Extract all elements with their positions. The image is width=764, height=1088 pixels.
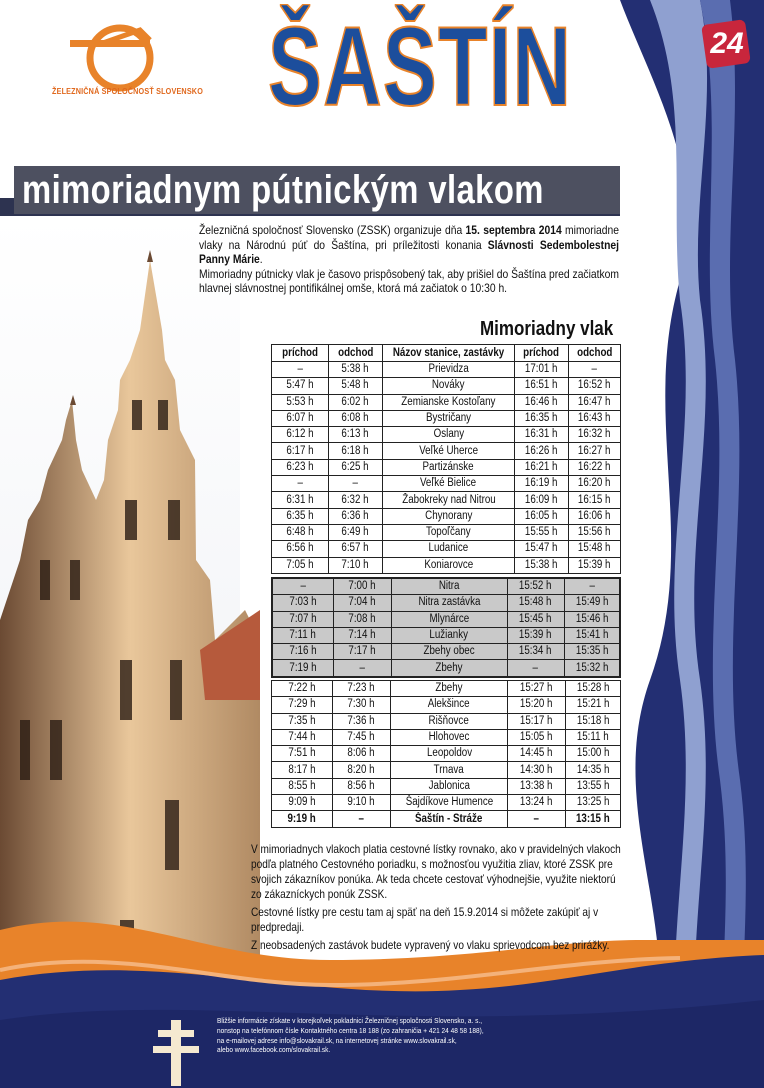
- station-cell: Nitra zastávka: [418, 596, 481, 609]
- arrival-return-cell: 16:19 h: [525, 477, 558, 490]
- table-row: [272, 394, 621, 410]
- station-cell: Lužianky: [429, 629, 469, 642]
- table-row: [272, 811, 621, 827]
- station-cell: Koniarovce: [424, 558, 473, 571]
- arrival-return-cell: 15:20 h: [520, 698, 553, 711]
- timetable-section-2: [271, 577, 621, 678]
- departure-return-cell: 15:41 h: [575, 629, 609, 642]
- table-row: [272, 410, 621, 426]
- footer-line: alebo www.facebook.com/slovakrail.sk.: [217, 1045, 331, 1055]
- arrival-cell: 6:56 h: [286, 542, 314, 555]
- arrival-return-cell: 16:05 h: [525, 509, 558, 522]
- arrival-return-cell: 15:27 h: [520, 682, 553, 695]
- arrival-cell: 6:23 h: [286, 460, 314, 473]
- arrival-cell: 8:17 h: [288, 763, 316, 776]
- arrival-cell: 6:12 h: [286, 428, 314, 441]
- header-arrival: príchod: [281, 346, 318, 359]
- table-row: [272, 524, 621, 540]
- departure-cell: 6:32 h: [341, 493, 369, 506]
- station-cell: Šaštín - Stráže: [415, 812, 483, 825]
- departure-cell: 8:06 h: [347, 747, 375, 760]
- arrival-return-cell: 14:30 h: [520, 763, 553, 776]
- departure-return-cell: 15:46 h: [575, 612, 609, 625]
- arrival-cell: 7:51 h: [288, 747, 316, 760]
- arrival-return-cell: –: [532, 661, 539, 674]
- departure-cell: 7:36 h: [347, 714, 375, 727]
- station-cell: Žabokreky nad Nitrou: [401, 493, 496, 506]
- arrival-return-cell: 16:26 h: [525, 444, 558, 457]
- departure-return-cell: 16:06 h: [578, 509, 611, 522]
- arrival-cell: 9:09 h: [288, 796, 316, 809]
- arrival-return-cell: 16:35 h: [525, 412, 558, 425]
- company-name: ŽELEZNIČNÁ SPOLOČNOSŤ SLOVENSKO: [52, 86, 203, 96]
- arrival-return-cell: 14:45 h: [520, 747, 553, 760]
- arrival-cell: 9:19 h: [287, 812, 317, 825]
- arrival-cell: 5:47 h: [286, 379, 314, 392]
- departure-cell: 6:13 h: [341, 428, 369, 441]
- arrival-return-cell: 17:01 h: [525, 363, 558, 376]
- station-cell: Zbehy: [435, 682, 463, 695]
- arrival-cell: 7:22 h: [288, 682, 316, 695]
- departure-cell: 7:14 h: [348, 629, 376, 642]
- header-departure: odchod: [337, 346, 373, 359]
- station-cell: Alekšince: [428, 698, 471, 711]
- table-row: [272, 611, 620, 627]
- departure-cell: 8:20 h: [347, 763, 375, 776]
- info-paragraph: Cestovné lístky pre cestu tam aj späť na deň 15.9.2014 si môžete zakúpiť aj v predpredaji.: [251, 905, 599, 934]
- table-row: [272, 459, 621, 475]
- departure-cell: 7:08 h: [348, 612, 376, 625]
- arrival-return-cell: 15:45 h: [519, 612, 552, 625]
- table-row: [272, 795, 621, 811]
- header-departure-return: odchod: [576, 346, 613, 359]
- timetable-title: Mimoriadny vlak: [480, 318, 614, 340]
- table-row: [272, 557, 621, 573]
- departure-return-cell: 16:20 h: [578, 477, 611, 490]
- arrival-cell: 7:07 h: [289, 612, 317, 625]
- arrival-cell: –: [297, 477, 303, 490]
- footer-line: na e-mailovej adrese info@slovakrail.sk, na internetovej stránke www.slovakrail.sk,: [217, 1035, 457, 1045]
- info-paragraph: V mimoriadnych vlakoch platia cestovné lístky rovnako, ako v pravidelných vlakoch podľa platného Cestovného poriadku, s možnosťou využitia zliav, ktoré ZSSK pre svojich zákazníkov ponúka. Ak teda chcete cestovať výhodnejšie, využite niektorú zo zákazníckych ponúk ZSSK.: [251, 842, 621, 901]
- arrival-cell: 7:16 h: [289, 645, 317, 658]
- table-row: [272, 681, 621, 697]
- station-cell: Hlohovec: [428, 731, 470, 744]
- departure-cell: 5:48 h: [341, 379, 369, 392]
- arrival-return-cell: 15:38 h: [525, 558, 558, 571]
- departure-cell: –: [358, 812, 365, 825]
- arrival-return-cell: 16:21 h: [525, 460, 558, 473]
- departure-cell: 6:02 h: [341, 395, 369, 408]
- station-cell: Zbehy: [435, 661, 463, 674]
- departure-return-cell: 16:52 h: [578, 379, 611, 392]
- departure-cell: 5:38 h: [341, 363, 369, 376]
- station-cell: Nováky: [432, 379, 465, 392]
- station-cell: Partizánske: [422, 460, 475, 473]
- table-row: [272, 427, 621, 443]
- table-row: [272, 713, 621, 729]
- departure-cell: 6:49 h: [341, 526, 369, 539]
- station-cell: Oslany: [433, 428, 464, 441]
- station-cell: Zbehy obec: [423, 645, 475, 658]
- header-arrival-return: príchod: [523, 346, 560, 359]
- arrival-cell: 6:07 h: [286, 412, 314, 425]
- departure-return-cell: 13:55 h: [576, 779, 610, 792]
- station-cell: Topoľčany: [426, 526, 471, 539]
- arrival-return-cell: 16:31 h: [525, 428, 558, 441]
- departure-cell: 7:04 h: [348, 596, 376, 609]
- arrival-return-cell: 13:38 h: [520, 779, 553, 792]
- departure-return-cell: 16:22 h: [578, 460, 611, 473]
- arrival-return-cell: 15:17 h: [520, 714, 553, 727]
- station-cell: Prievidza: [428, 363, 469, 376]
- departure-return-cell: 16:15 h: [578, 493, 611, 506]
- departure-cell: 6:18 h: [341, 444, 369, 457]
- departure-cell: 9:10 h: [347, 796, 375, 809]
- table-row: [272, 697, 621, 713]
- station-cell: Veľké Uherce: [419, 444, 478, 457]
- station-cell: Šajdíkove Humence: [405, 796, 493, 809]
- table-row: [272, 729, 621, 745]
- header-station: Názov stanice, zastávky: [392, 346, 505, 359]
- table-row: [272, 541, 621, 557]
- table-row: [272, 595, 620, 611]
- station-cell: Leopoldov: [426, 747, 472, 760]
- departure-cell: 7:45 h: [347, 731, 375, 744]
- page-title: ŠAŠTÍN: [268, 4, 573, 129]
- arrival-cell: 5:53 h: [286, 395, 314, 408]
- arrival-return-cell: 15:48 h: [519, 596, 552, 609]
- table-row: [272, 476, 621, 492]
- arrival-return-cell: 15:52 h: [519, 580, 552, 593]
- departure-cell: 7:30 h: [347, 698, 375, 711]
- arrival-cell: 7:11 h: [289, 629, 317, 642]
- arrival-return-cell: 15:39 h: [519, 629, 552, 642]
- arrival-cell: 8:55 h: [288, 779, 316, 792]
- table-row: [272, 627, 620, 643]
- departure-return-cell: 16:27 h: [578, 444, 611, 457]
- station-cell: Mlynárce: [429, 612, 469, 625]
- departure-cell: –: [359, 661, 365, 674]
- departure-return-cell: 15:00 h: [576, 747, 610, 760]
- ticket-info: [251, 842, 623, 956]
- arrival-cell: 6:31 h: [286, 493, 314, 506]
- arrival-cell: 6:35 h: [286, 509, 314, 522]
- arrival-return-cell: 16:51 h: [525, 379, 558, 392]
- departure-return-cell: –: [591, 363, 598, 376]
- arrival-cell: 7:03 h: [289, 596, 317, 609]
- departure-return-cell: 15:48 h: [578, 542, 611, 555]
- arrival-cell: –: [300, 580, 306, 593]
- departure-return-cell: 15:28 h: [576, 682, 610, 695]
- table-row: [272, 778, 621, 794]
- station-cell: Ludanice: [428, 542, 469, 555]
- page-subtitle: mimoriadnym pútnickým vlakom: [22, 168, 544, 212]
- departure-return-cell: 15:35 h: [575, 645, 609, 658]
- station-cell: Jablonica: [428, 779, 470, 792]
- arrival-cell: 6:17 h: [286, 444, 314, 457]
- departure-return-cell: 16:47 h: [578, 395, 611, 408]
- arrival-cell: 6:48 h: [286, 526, 314, 539]
- station-cell: Trnava: [434, 763, 465, 776]
- departure-return-cell: 15:49 h: [575, 596, 609, 609]
- arrival-return-cell: –: [533, 812, 540, 825]
- table-row: [272, 362, 621, 378]
- departure-return-cell: 13:15 h: [575, 812, 610, 825]
- table-row: [272, 660, 620, 677]
- arrival-return-cell: 15:34 h: [519, 645, 552, 658]
- timetable-section-3: [271, 680, 621, 828]
- arrival-return-cell: 15:05 h: [520, 731, 553, 744]
- departure-return-cell: 15:32 h: [575, 661, 609, 674]
- departure-cell: 6:57 h: [341, 542, 369, 555]
- table-header-row: [272, 345, 621, 362]
- departure-return-cell: 15:39 h: [578, 558, 611, 571]
- table-row: [272, 378, 621, 394]
- departure-return-cell: 16:32 h: [578, 428, 611, 441]
- departure-cell: 7:23 h: [347, 682, 375, 695]
- departure-cell: 6:08 h: [341, 412, 369, 425]
- departure-return-cell: 13:25 h: [576, 796, 610, 809]
- table-row: [272, 746, 621, 762]
- departure-cell: 7:10 h: [341, 558, 369, 571]
- intro-text: Železničná spoločnosť Slovensko (ZSSK) organizuje dňa 15. septembra 2014 mimoriadne vlaky na Národnú púť do Šaštína, pri príležitosti konania Slávnosti Sedembolestnej Panny Márie. Mimoriadny pútnicky vlak je časovo prispôsobený tak, aby prišiel do Šaštína pred začiatkom hlavnej slávnostnej pontifikálnej omše, ktorá má začiatok o 10:30 h.: [199, 223, 619, 296]
- departure-cell: 6:36 h: [341, 509, 369, 522]
- station-cell: Bystričany: [425, 412, 472, 425]
- departure-cell: 8:56 h: [347, 779, 375, 792]
- arrival-cell: 7:29 h: [288, 698, 316, 711]
- table-row: [272, 578, 620, 595]
- table-row: [272, 762, 621, 778]
- departure-return-cell: 15:11 h: [576, 731, 609, 744]
- footer-contact: [217, 1016, 547, 1055]
- station-cell: Zemianske Kostoľany: [401, 395, 496, 408]
- timetable-section-1: [271, 344, 621, 574]
- arrival-cell: 7:05 h: [286, 558, 314, 571]
- station-cell: Nitra: [438, 580, 460, 593]
- footer-line: Bližšie informácie získate v ktorejkoľvek pokladnici Železničnej spoločnosti Slovensko, a. s.,: [217, 1016, 483, 1025]
- footer-line: nonstop na telefónnom čísle Kontaktného centra 18 188 (zo zahraničia + 421 24 48 58 188),: [217, 1025, 484, 1035]
- arrival-cell: –: [297, 363, 303, 376]
- arrival-cell: 7:44 h: [288, 731, 316, 744]
- arrival-cell: 7:19 h: [289, 661, 317, 674]
- arrival-return-cell: 15:47 h: [525, 542, 558, 555]
- departure-return-cell: 14:35 h: [576, 763, 610, 776]
- departure-return-cell: 15:56 h: [578, 526, 611, 539]
- departure-return-cell: 16:43 h: [578, 412, 611, 425]
- departure-cell: 6:25 h: [341, 460, 369, 473]
- station-cell: Rišňovce: [428, 714, 470, 727]
- arrival-return-cell: 16:09 h: [525, 493, 558, 506]
- arrival-cell: 7:35 h: [288, 714, 316, 727]
- departure-return-cell: 15:18 h: [576, 714, 610, 727]
- station-cell: Veľké Bielice: [420, 477, 477, 490]
- departure-cell: 7:00 h: [348, 580, 376, 593]
- zssk-logo-icon: [70, 28, 150, 88]
- info-paragraph: Z neobsadených zastávok budete vypravený vo vlaku sprievodcom bez prirážky.: [251, 938, 610, 952]
- table-row: [272, 492, 621, 508]
- departure-cell: –: [352, 477, 359, 490]
- arrival-return-cell: 16:46 h: [525, 395, 558, 408]
- table-row: [272, 443, 621, 459]
- arrival-return-cell: 13:24 h: [520, 796, 553, 809]
- departure-cell: 7:17 h: [348, 645, 376, 658]
- channel-24-badge-label: 24: [710, 27, 744, 60]
- departure-return-cell: 15:21 h: [576, 698, 610, 711]
- table-row: [272, 644, 620, 660]
- station-cell: Chynorany: [424, 509, 473, 522]
- table-row: [272, 508, 621, 524]
- arrival-return-cell: 15:55 h: [525, 526, 558, 539]
- departure-return-cell: –: [589, 580, 595, 593]
